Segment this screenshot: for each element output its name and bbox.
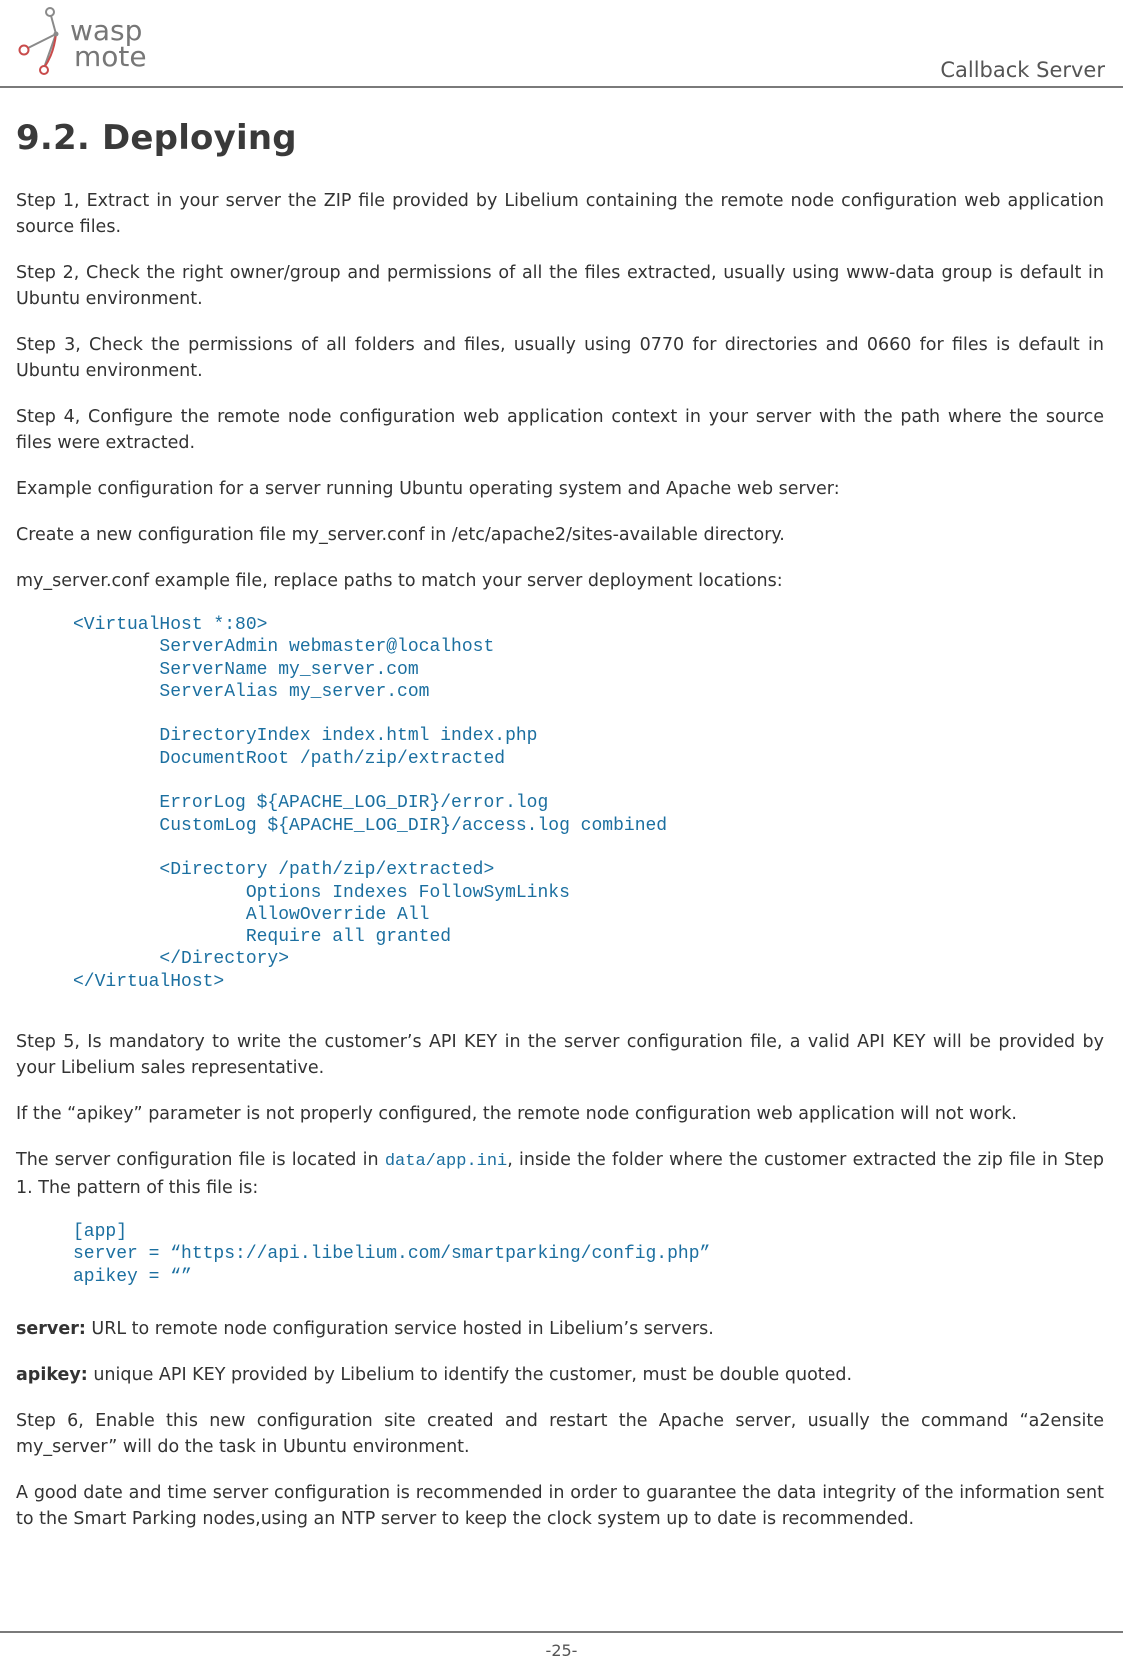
config-location-text-end: , inside the folder where the customer extracted the zip file in Step 1. The pattern of this file is:	[16, 1150, 1105, 1199]
page-content	[16, 118, 1104, 1552]
svg-text:mote: mote	[74, 40, 147, 73]
paragraph-step2: Step 2, Check the right owner/group and permissions of all the files extracted, usually using www-data group is default in Ubuntu environment.	[16, 263, 1104, 309]
svg-text:wasp: wasp	[70, 14, 143, 47]
paragraph-apikey-def	[16, 1362, 1104, 1388]
paragraph-myserver: my_server.conf example file, replace paths to match your server deployment locations:	[16, 571, 783, 591]
config-location-text: The server configuration file is located in	[16, 1150, 385, 1171]
page-header	[0, 0, 1123, 88]
apikey-description: unique API KEY provided by Libelium to identify the customer, must be double quoted.	[87, 1364, 853, 1385]
server-description: URL to remote node configuration service hosted in Libelium’s servers.	[85, 1318, 714, 1339]
page-number: -25-	[545, 1641, 578, 1660]
vhost-code-block: <VirtualHost *:80> ServerAdmin webmaster@localhost ServerName my_server.com ServerAlias my_server.com DirectoryIndex index.html index.php DocumentRoot /path/zip/extracted ErrorLog ${APACHE_LOG_DIR}/error.log CustomLog ${APACHE_LOG_DIR}/access.log combined <Directory /path/zip/extracted> Options Indexes FollowSymLinks AllowOverride All Require all granted </Directory> </VirtualHost>	[73, 615, 668, 992]
waspmote-logo	[14, 4, 184, 80]
section-title: 9.2. Deploying	[16, 118, 297, 158]
apikey-label: apikey:	[16, 1364, 88, 1385]
footer-divider	[0, 1631, 1123, 1633]
paragraph-step6: Step 6, Enable this new configuration site created and restart the Apache server, usually the command “a2ensite my_server” will do the task in Ubuntu environment.	[16, 1410, 1104, 1457]
header-divider	[0, 86, 1123, 88]
paragraph-step3: Step 3, Check the permissions of all folders and files, usually using 0770 for directories and 0660 for files is default in Ubuntu environment.	[16, 335, 1104, 381]
paragraph-step5: Step 5, Is mandatory to write the customer’s API KEY in the server configuration file, a valid API KEY will be provided by your Libelium sales representative.	[16, 1032, 1104, 1079]
paragraph-example: Example configuration for a server running Ubuntu operating system and Apache web server:	[16, 479, 840, 499]
server-label: server:	[16, 1318, 86, 1339]
paragraph-apikey-note: If the “apikey” parameter is not properly configured, the remote node configuration web application will not work.	[16, 1104, 1017, 1125]
header-title: Callback Server	[940, 58, 1105, 82]
paragraph-ntp: A good date and time server configuration is recommended in order to guarantee the data integrity of the information sent to the Smart Parking nodes,using an NTP server to keep the clock system up to date is recommended.	[16, 1482, 1104, 1529]
app-ini-code-block: [app] server = “https://api.libelium.com/smartparking/config.php” apikey = “”	[73, 1222, 711, 1287]
paragraph-step4: Step 4, Configure the remote node configuration web application context in your server with the path where the source files were extracted.	[16, 407, 1104, 453]
paragraph-server-def	[16, 1316, 1104, 1342]
app-ini-path: data/app.ini	[384, 1152, 508, 1172]
paragraph-create: Create a new configuration file my_server.conf in /etc/apache2/sites-available directory.	[16, 525, 785, 545]
paragraph-step1: Step 1, Extract in your server the ZIP file provided by Libelium containing the remote node configuration web application source files.	[16, 191, 1104, 237]
paragraph-config-location	[16, 1147, 1104, 1201]
